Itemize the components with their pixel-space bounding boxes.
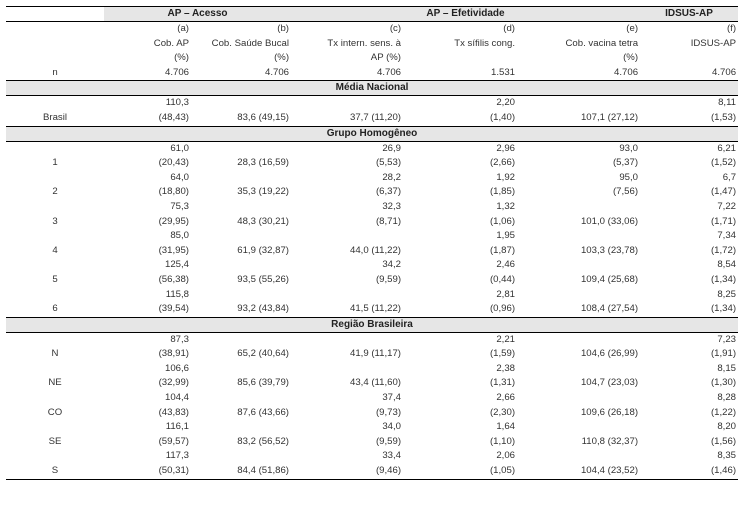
cell: 2,21 xyxy=(496,333,516,345)
cell: 125,4 xyxy=(164,259,189,271)
cell: 8,20 xyxy=(717,421,737,433)
cell: (6,37) xyxy=(375,186,402,198)
cell: (9,73) xyxy=(375,406,402,418)
cell: 33,4 xyxy=(382,450,402,462)
cell: (1,71) xyxy=(710,215,737,227)
cell: 8,11 xyxy=(718,97,737,109)
col-e-letter: (e) xyxy=(626,23,639,34)
section-title: Grupo Homogêneo xyxy=(6,126,738,141)
cell: 4.706 xyxy=(377,66,402,78)
cell: 61,0 xyxy=(170,142,189,154)
table-row xyxy=(6,258,738,273)
cell: (8,71) xyxy=(375,215,402,227)
header-ap-efetividade: AP – Efetividade xyxy=(291,7,640,22)
cell: (2,30) xyxy=(489,406,516,418)
table-row xyxy=(6,406,738,421)
table-row xyxy=(6,464,738,479)
table-row xyxy=(6,391,738,406)
cell: 109,6 (26,18) xyxy=(580,406,639,418)
col-e-unit: (%) xyxy=(623,52,639,64)
cell: (59,57) xyxy=(158,435,189,447)
cell: (1,30) xyxy=(710,377,737,389)
cell: 28,3 (16,59) xyxy=(237,157,290,169)
cell: 104,4 xyxy=(164,392,189,404)
column-unit-row xyxy=(6,51,738,66)
cell: 1.531 xyxy=(491,66,516,78)
cell: (32,99) xyxy=(158,377,189,389)
table-row xyxy=(6,332,738,347)
cell: 7,34 xyxy=(717,230,737,242)
table-row xyxy=(6,449,738,464)
cell: 83,6 (49,15) xyxy=(237,111,290,123)
table-row xyxy=(6,215,738,230)
cell: 84,4 (51,86) xyxy=(191,464,291,479)
cell: 104,6 (26,99) xyxy=(580,348,639,360)
table-row xyxy=(6,273,738,288)
cell: (1,34) xyxy=(710,303,737,315)
cell: 37,7 (11,20) xyxy=(349,111,402,123)
cell: 110,8 (32,37) xyxy=(581,435,639,447)
row-label: 5 xyxy=(52,273,58,285)
col-c-unit: AP (%) xyxy=(370,52,402,64)
cell: (0,96) xyxy=(489,303,516,315)
section-title: Região Brasileira xyxy=(6,317,738,332)
cell: (5,37) xyxy=(612,157,639,169)
cell: (1,10) xyxy=(489,435,516,447)
cell: 8,35 xyxy=(717,450,737,462)
column-name-row xyxy=(6,37,738,52)
cell: (1,34) xyxy=(710,273,737,285)
cell: 64,0 xyxy=(170,171,189,183)
table-row xyxy=(6,244,738,259)
col-d-name: Tx sífilis cong. xyxy=(454,37,516,49)
section-header-regiao-brasileira xyxy=(6,317,738,332)
cell: 93,2 (43,84) xyxy=(237,303,290,315)
table-row xyxy=(6,362,738,377)
table-row xyxy=(6,156,738,171)
col-f-letter: (f) xyxy=(726,23,737,34)
row-label: S xyxy=(6,464,104,479)
col-b-unit: (%) xyxy=(274,52,290,64)
section-header-media-nacional xyxy=(6,81,738,96)
cell: 87,3 xyxy=(170,333,189,345)
cell: (1,56) xyxy=(710,435,737,447)
cell: 1,64 xyxy=(496,421,516,433)
results-table xyxy=(6,6,738,480)
cell: 2,96 xyxy=(496,142,516,154)
cell: 104,4 (23,52) xyxy=(517,464,640,479)
cell: 6,7 xyxy=(722,171,737,183)
cell: 41,9 (11,17) xyxy=(349,348,402,360)
cell: 32,3 xyxy=(382,200,402,212)
cell: (1,52) xyxy=(710,157,737,169)
cell: 34,2 xyxy=(382,259,402,271)
cell: (39,54) xyxy=(158,303,189,315)
cell: 41,5 (11,22) xyxy=(349,303,402,315)
cell: 117,3 xyxy=(165,450,189,462)
cell: 101,0 (33,06) xyxy=(580,215,639,227)
cell: (1,91) xyxy=(710,348,737,360)
cell: 26,9 xyxy=(382,142,402,154)
cell: 1,32 xyxy=(496,200,516,212)
row-label: SE xyxy=(48,435,62,447)
cell: 37,4 xyxy=(382,392,402,404)
cell: (48,43) xyxy=(158,111,189,123)
cell: 115,8 xyxy=(165,288,189,300)
cell: 1,95 xyxy=(496,230,516,242)
cell: 43,4 (11,60) xyxy=(349,377,402,389)
section-header-grupo-homogeneo xyxy=(6,126,738,141)
cell: 2,38 xyxy=(496,362,516,374)
col-a-name: Cob. AP xyxy=(153,37,189,49)
cell: (1,87) xyxy=(489,244,516,256)
table-row xyxy=(6,376,738,391)
cell: 35,3 (19,22) xyxy=(237,186,290,198)
cell: (1,05) xyxy=(403,464,517,479)
cell: 87,6 (43,66) xyxy=(237,406,290,418)
section-title: Média Nacional xyxy=(6,81,738,96)
table-row xyxy=(6,347,738,362)
cell: (9,46) xyxy=(291,464,403,479)
cell: (9,59) xyxy=(375,435,402,447)
row-label: N xyxy=(51,348,59,360)
table-row xyxy=(6,420,738,435)
cell: (29,95) xyxy=(158,215,189,227)
cell: 2,81 xyxy=(496,288,516,300)
cell: 107,1 (27,12) xyxy=(580,111,639,123)
cell: (1,85) xyxy=(489,186,516,198)
cell: 65,2 (40,64) xyxy=(237,348,290,360)
cell: (7,56) xyxy=(612,186,639,198)
cell: (50,31) xyxy=(104,464,191,479)
row-label: 1 xyxy=(52,157,58,169)
column-letter-row xyxy=(6,22,738,37)
cell: 4.706 xyxy=(265,66,290,78)
cell: 2,06 xyxy=(496,450,516,462)
cell: 4.706 xyxy=(614,66,639,78)
cell: 8,25 xyxy=(717,288,737,300)
table-row xyxy=(6,200,738,215)
cell: 2,20 xyxy=(496,97,516,109)
cell: 109,4 (25,68) xyxy=(580,273,639,285)
cell: (1,22) xyxy=(710,406,737,418)
cell: 85,0 xyxy=(170,230,189,242)
cell: 2,66 xyxy=(496,392,516,404)
cell: 104,7 (23,03) xyxy=(580,377,639,389)
cell: (1,40) xyxy=(489,111,516,123)
table-row xyxy=(6,171,738,186)
table-row xyxy=(6,96,738,111)
cell: 108,4 (27,54) xyxy=(580,303,639,315)
group-header-row xyxy=(6,7,738,22)
cell: 4.706 xyxy=(164,66,189,78)
row-label: 6 xyxy=(52,303,58,315)
cell: 95,0 xyxy=(619,171,639,183)
col-c-name: Tx intern. sens. à xyxy=(327,37,402,49)
row-label: n xyxy=(52,66,58,78)
cell: 75,3 xyxy=(170,200,189,212)
cell: 44,0 (11,22) xyxy=(349,244,402,256)
cell: (1,47) xyxy=(710,186,737,198)
cell: 8,28 xyxy=(717,392,737,404)
col-f-name: IDSUS-AP xyxy=(690,37,737,49)
col-e-name: Cob. vacina tetra xyxy=(565,37,639,49)
cell: 34,0 xyxy=(382,421,402,433)
table-row xyxy=(6,435,738,450)
header-idsus-ap: IDSUS-AP xyxy=(640,7,738,22)
table-row xyxy=(6,111,738,126)
cell: 106,6 xyxy=(164,362,189,374)
cell: 8,54 xyxy=(717,259,737,271)
cell: 48,3 (30,21) xyxy=(237,215,290,227)
cell: 6,21 xyxy=(717,142,737,154)
cell: 28,2 xyxy=(382,171,402,183)
cell: (18,80) xyxy=(158,186,189,198)
cell: (1,46) xyxy=(640,464,738,479)
cell: (31,95) xyxy=(158,244,189,256)
col-a-unit: (%) xyxy=(174,52,189,64)
row-label: 3 xyxy=(52,215,58,227)
cell: (56,38) xyxy=(158,273,189,285)
table-row xyxy=(6,185,738,200)
cell: 8,15 xyxy=(717,362,737,374)
header-ap-acesso: AP – Acesso xyxy=(104,7,291,22)
col-b-name: Cob. Saúde Bucal xyxy=(211,37,290,49)
table-row xyxy=(6,229,738,244)
cell: (43,83) xyxy=(158,406,189,418)
cell: 85,6 (39,79) xyxy=(237,377,290,389)
row-label: CO xyxy=(47,406,63,418)
col-d-letter: (d) xyxy=(503,23,516,34)
table-row xyxy=(6,302,738,317)
cell: 93,0 xyxy=(619,142,639,154)
cell: (38,91) xyxy=(158,348,189,360)
cell: (1,53) xyxy=(710,111,737,123)
table-row xyxy=(6,141,738,156)
cell: (1,06) xyxy=(489,215,516,227)
cell: 83,2 (56,52) xyxy=(237,435,290,447)
col-a-letter: (a) xyxy=(177,23,189,34)
cell: (1,59) xyxy=(489,348,516,360)
cell: (0,44) xyxy=(489,273,516,285)
col-b-letter: (b) xyxy=(277,23,290,34)
cell: 116,1 xyxy=(165,421,189,433)
cell: (5,53) xyxy=(375,157,402,169)
table-row xyxy=(6,288,738,303)
cell: (20,43) xyxy=(158,157,189,169)
cell: 1,92 xyxy=(496,171,516,183)
cell: 4.706 xyxy=(712,66,737,78)
row-label: NE xyxy=(48,377,62,389)
row-label: 2 xyxy=(52,186,58,198)
cell: 93,5 (55,26) xyxy=(237,273,290,285)
cell: 110,3 xyxy=(165,97,189,109)
cell: (9,59) xyxy=(375,273,402,285)
col-c-letter: (c) xyxy=(389,23,402,34)
cell: (1,72) xyxy=(710,244,737,256)
cell: (2,66) xyxy=(489,157,516,169)
row-label: Brasil xyxy=(43,111,67,123)
cell: 103,3 (23,78) xyxy=(580,244,639,256)
cell: 61,9 (32,87) xyxy=(237,244,290,256)
row-label: 4 xyxy=(52,244,58,256)
n-row xyxy=(6,66,738,81)
cell: 2,46 xyxy=(496,259,516,271)
cell: (1,31) xyxy=(489,377,516,389)
cell: 7,22 xyxy=(717,200,737,212)
cell: 7,23 xyxy=(717,333,737,345)
